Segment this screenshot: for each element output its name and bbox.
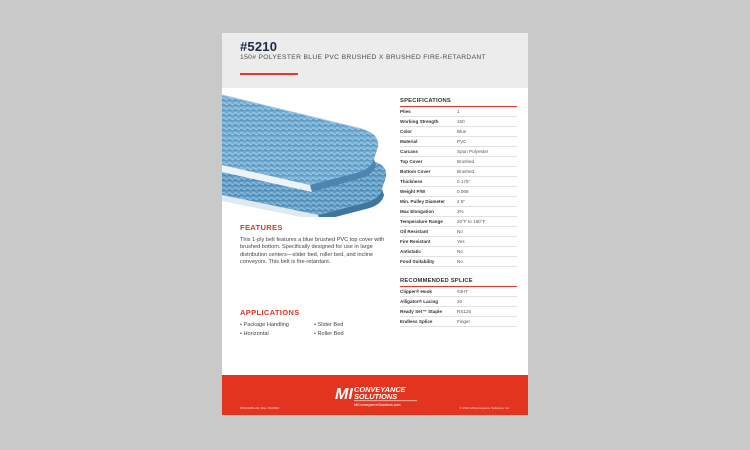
spec-row: Top Cover Brushed [400,157,517,167]
spec-row: Material PVC [400,137,517,147]
footer-doc-code: PO5210BLUE | Rev. 01/2024 [240,406,279,410]
header-accent-rule [240,73,298,75]
spec-row: Weight P/W 0.068 [400,187,517,197]
spec-row: Food Suitability No [400,257,517,267]
product-description: 150# POLYESTER BLUE PVC BRUSHED X BRUSHED FIRE-RETARDANT [240,54,487,61]
belt-sample-image [222,91,390,217]
splice-title: RECOMMENDED SPLICE [400,278,473,284]
features-title: FEATURES [240,223,283,232]
specifications-table [400,107,517,267]
logo-mark: MI [335,386,353,403]
splice-row: Endless Splice Finger [400,317,517,327]
logo-line2: SOLUTIONS [354,392,398,401]
spec-row: Working Strength 150 [400,117,517,127]
splice-row: Clipper® Hook #3HT [400,287,517,297]
splice-table [400,287,517,327]
splice-row: Ready Set™ Staple RS125 [400,307,517,317]
sheet-header [222,33,528,88]
spec-row: Antistatic No [400,247,517,257]
specifications-title: SPECIFICATIONS [400,98,452,104]
applications-list [240,322,390,338]
splice-row: Alligator® Lacing 20 [400,297,517,307]
application-item: • Roller Bed [314,330,344,337]
application-item: • Horizontal [240,330,269,337]
footer-copyright: © 2024 MIConveyance Solutions, Inc. [459,406,510,410]
spec-row: Oil Resistant No [400,227,517,237]
company-logo [335,383,425,409]
spec-sheet [222,33,528,415]
logo-url: MIConveyanceSolutions.com [354,403,401,407]
spec-row: Min. Pulley Diameter 2.5" [400,197,517,207]
sheet-footer [222,375,528,415]
spec-row: Plies 1 [400,107,517,117]
spec-row: Carcass Spun Polyester [400,147,517,157]
spec-row: Thickness 0.175" [400,177,517,187]
features-text: This 1-ply belt features a blue brushed PVC top cover with brushed bottom. Specifically designed for use in large distribution centers—slider bed, roller bed, and incline conveyors. This belt is fire-retardant. [240,237,385,266]
applications-title: APPLICATIONS [240,308,300,317]
application-item: • Package Handling [240,322,289,328]
logo-line1: CONVEYANCE [354,385,406,394]
spec-row: Bottom Cover Brushed [400,167,517,177]
spec-row: Temperature Range 20°F to 180°F [400,217,517,227]
application-item: • Slider Bed [314,322,344,328]
product-number: #5210 [240,39,278,54]
spec-row: Fire Resistant Yes [400,237,517,247]
spec-row: Color Blue [400,127,517,137]
spec-row: Max Elongation 2% [400,207,517,217]
